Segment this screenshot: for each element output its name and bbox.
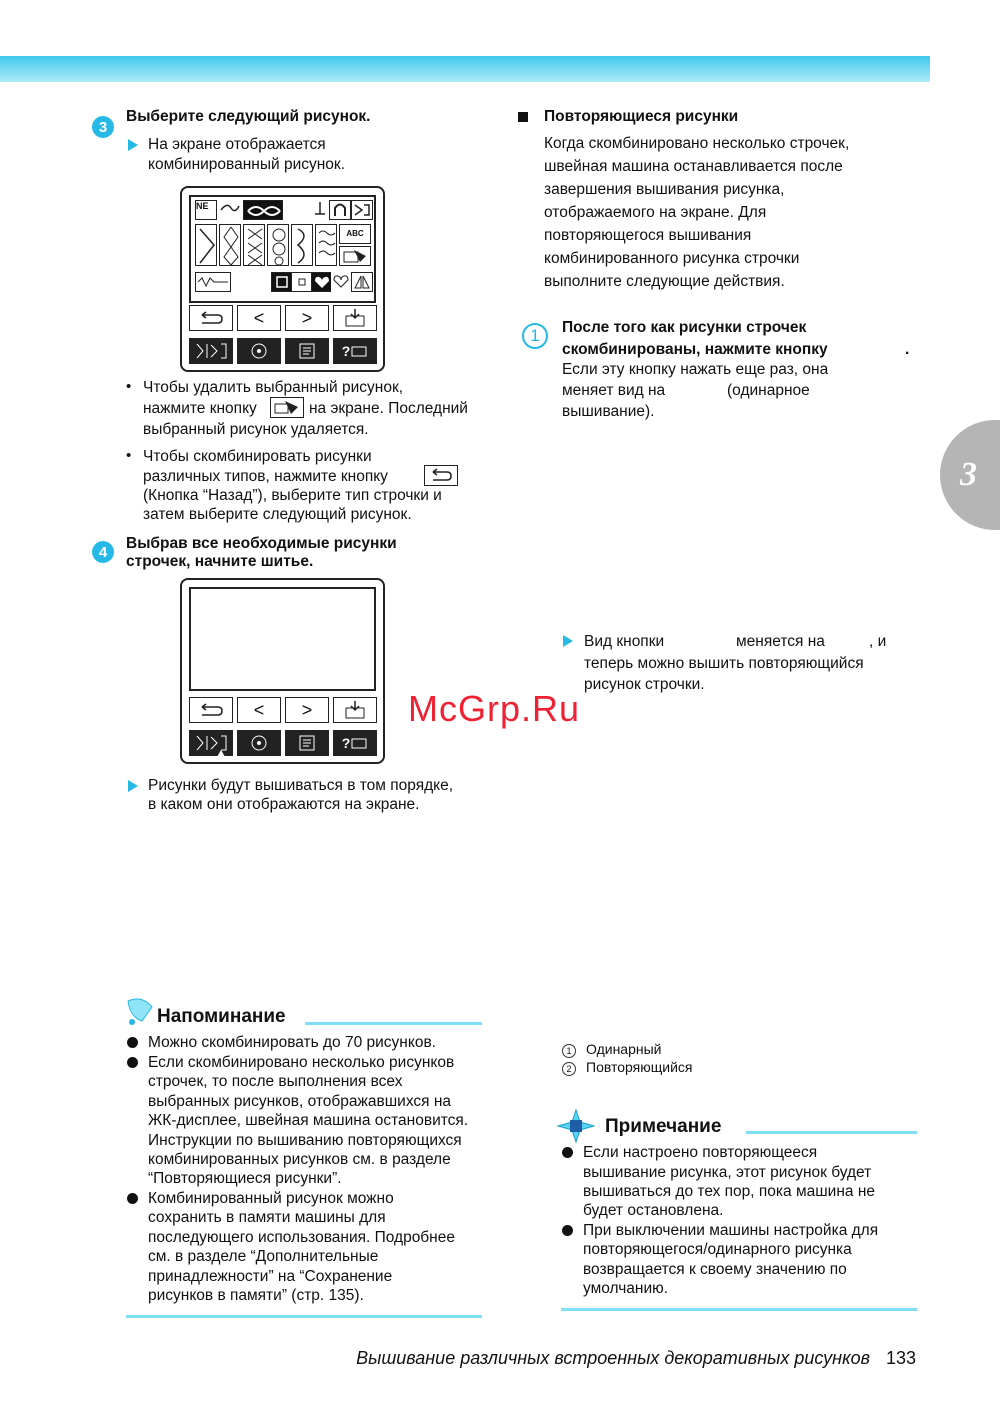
note-b1-l1: Если настроено повторяющееся bbox=[583, 1144, 818, 1161]
pattern-cell-bird[interactable] bbox=[219, 200, 241, 220]
heart-outline-icon[interactable] bbox=[331, 272, 353, 292]
delete-tip-line2a: нажмите кнопку bbox=[143, 400, 257, 417]
repeating-result-l2: теперь можно вышить повторяющийся bbox=[584, 655, 864, 672]
watermark: McGrp.Ru bbox=[408, 688, 581, 729]
result-arrow-icon bbox=[563, 635, 573, 647]
combine-tip-line4: затем выберите следующий рисунок. bbox=[143, 506, 412, 523]
bullet-dot-icon bbox=[562, 1147, 573, 1158]
note-b1-l3: вышиваться до тех пор, пока машина не bbox=[583, 1183, 876, 1200]
back-inline-icon bbox=[424, 465, 458, 486]
step-3-result-line1: На экране отображается bbox=[148, 136, 326, 153]
repeat-button[interactable] bbox=[329, 200, 351, 220]
chapter-number: 3 bbox=[960, 456, 977, 493]
note-b2-l4: умолчанию. bbox=[583, 1280, 669, 1297]
prev-button[interactable]: < bbox=[237, 697, 281, 723]
lcd-screen bbox=[189, 195, 376, 303]
repeating-step1-h-l1: После того как рисунки строчек bbox=[562, 319, 807, 336]
step-4-result-line2: в каком они отображаются на экране. bbox=[148, 796, 420, 813]
repeating-step1-b-l2a: меняет вид на bbox=[562, 382, 666, 399]
pattern-cell-zigzag[interactable] bbox=[195, 224, 217, 266]
result-arrow-icon bbox=[128, 139, 138, 151]
reminder-b2-l7: “Повторяющиеся рисунки”. bbox=[148, 1170, 342, 1187]
pattern-cell-ne[interactable]: NE bbox=[195, 200, 217, 220]
combine-tip-line3: (Кнопка “Назад”), выберите тип строчки и bbox=[143, 487, 442, 504]
repeating-heading: Повторяющиеся рисунки bbox=[544, 108, 739, 125]
repeating-step1-h-l2: скомбинированы, нажмите кнопку bbox=[562, 341, 828, 358]
bullet-dot-icon bbox=[127, 1193, 138, 1204]
needle-icon bbox=[309, 200, 331, 220]
delete-tip-line3: выбранный рисунок удаляется. bbox=[143, 421, 369, 438]
bullet-dot-icon bbox=[562, 1225, 573, 1236]
reminder-bell-icon bbox=[122, 995, 156, 1032]
lcd-panel-combined bbox=[180, 186, 385, 372]
legend-2-number: 2 bbox=[562, 1062, 576, 1076]
lcd-panel-blank bbox=[180, 578, 385, 764]
note-title: Примечание bbox=[605, 1116, 722, 1137]
note-bottom-rule bbox=[561, 1308, 917, 1311]
repeating-p-l7: выполните следующие действия. bbox=[544, 273, 785, 290]
note-b1-l2: вышивание рисунка, этот рисунок будет bbox=[583, 1164, 872, 1181]
help-icon: ? bbox=[341, 343, 351, 359]
pattern-cell-line[interactable] bbox=[195, 272, 231, 292]
reminder-b2-l4: ЖК-дисплее, швейная машина остановится. bbox=[148, 1112, 469, 1129]
legend-1-number: 1 bbox=[562, 1044, 576, 1058]
reminder-title-rule bbox=[305, 1022, 482, 1025]
step-4-result-line1: Рисунки будут вышиваться в том порядке, bbox=[148, 777, 454, 794]
note-b2-l2: повторяющегося/одинарного рисунка bbox=[583, 1241, 852, 1258]
memory-button[interactable] bbox=[333, 305, 377, 331]
reminder-b3-l6: рисунков в памяти” (стр. 135). bbox=[148, 1287, 364, 1304]
stitch-select-button[interactable] bbox=[189, 338, 233, 364]
bullet-mark-icon: • bbox=[126, 378, 132, 395]
repeating-step1-b-l3: вышивание). bbox=[562, 403, 655, 420]
repeating-p-l2: швейная машина останавливается после bbox=[544, 158, 843, 175]
step-4-heading-line1: Выбрав все необходимые рисунки bbox=[126, 535, 397, 552]
reminder-b3-l5: принадлежности” на “Сохранение bbox=[148, 1268, 393, 1285]
next-button[interactable]: > bbox=[285, 305, 329, 331]
settings-list-button[interactable] bbox=[285, 338, 329, 364]
embroidery-button[interactable] bbox=[237, 338, 281, 364]
combine-tip-line1: Чтобы скомбинировать рисунки bbox=[143, 448, 372, 465]
next-button[interactable]: > bbox=[285, 697, 329, 723]
embroidery-button[interactable] bbox=[237, 730, 281, 756]
sub-step-1-number: 1 bbox=[522, 323, 548, 349]
delete-tip-line1: Чтобы удалить выбранный рисунок, bbox=[143, 379, 404, 396]
memory-button[interactable] bbox=[333, 697, 377, 723]
note-b2-l1: При выключении машины настройка для bbox=[583, 1222, 879, 1239]
bullet-mark-icon: • bbox=[126, 447, 132, 464]
legend-single bbox=[562, 1041, 662, 1058]
page-number: 133 bbox=[886, 1348, 917, 1368]
result-arrow-icon bbox=[128, 780, 138, 792]
step-4-number: 4 bbox=[92, 541, 114, 563]
repeating-p-l1: Когда скомбинировано несколько строчек, bbox=[544, 135, 850, 152]
size-large-button[interactable] bbox=[271, 272, 293, 292]
reminder-bottom-rule bbox=[126, 1315, 482, 1318]
flip-button[interactable] bbox=[351, 272, 373, 292]
combine-tip-line2: различных типов, нажмите кнопку bbox=[143, 468, 388, 485]
help-button[interactable] bbox=[333, 338, 377, 364]
heart-pattern-button[interactable] bbox=[311, 272, 333, 292]
mirror-button[interactable] bbox=[351, 200, 373, 220]
delete-pattern-inline-icon bbox=[270, 397, 304, 418]
help-button[interactable] bbox=[333, 730, 377, 756]
repeating-p-l5: повторяющегося вышивания bbox=[544, 227, 752, 244]
bullet-dot-icon bbox=[127, 1037, 138, 1048]
repeating-result-l1c: , и bbox=[869, 633, 887, 650]
reminder-b2-l1: Если скомбинировано несколько рисунков bbox=[148, 1054, 455, 1071]
section-square-icon bbox=[518, 112, 528, 122]
size-small-button[interactable] bbox=[291, 272, 313, 292]
reminder-b3-l1: Комбинированный рисунок можно bbox=[148, 1190, 394, 1207]
pointer-icon bbox=[214, 750, 228, 762]
chapter-tab bbox=[940, 420, 1000, 530]
header-bar bbox=[0, 56, 930, 82]
legend-1-label: Одинарный bbox=[586, 1041, 662, 1057]
delete-tip-line2b: на экране. Последний bbox=[309, 400, 468, 417]
reminder-b2-l3: выбранных рисунков, отображавшихся на bbox=[148, 1093, 452, 1110]
repeating-result-l1b: меняется на bbox=[736, 633, 825, 650]
repeating-result-l1a: Вид кнопки bbox=[584, 633, 665, 650]
back-button[interactable] bbox=[189, 697, 233, 723]
help-icon: ? bbox=[341, 735, 351, 751]
repeating-step1-h-period: . bbox=[905, 341, 910, 358]
note-b2-l3: возвращается к своему значению по bbox=[583, 1261, 847, 1278]
repeating-p-l6: комбинированного рисунка строчки bbox=[544, 250, 800, 267]
note-b1-l4: будет остановлена. bbox=[583, 1202, 724, 1219]
reminder-b1: Можно скомбинировать до 70 рисунков. bbox=[148, 1034, 436, 1051]
repeating-step1-b-l1: Если эту кнопку нажать еще раз, она bbox=[562, 361, 829, 378]
reminder-b2-l5: Инструкции по вышиванию повторяющихся bbox=[148, 1132, 462, 1149]
step-3-result-line2: комбинированный рисунок. bbox=[148, 156, 346, 173]
reminder-b3-l2: сохранить в памяти машины для bbox=[148, 1209, 386, 1226]
step-3-heading: Выберите следующий рисунок. bbox=[126, 108, 371, 125]
lcd-screen-empty bbox=[189, 587, 376, 691]
repeating-p-l3: завершения вышивания рисунка, bbox=[544, 181, 785, 198]
pattern-cell-flower[interactable] bbox=[267, 224, 289, 266]
step-4-heading-line2: строчек, начните шитье. bbox=[126, 553, 314, 570]
pattern-cell-cross[interactable] bbox=[243, 224, 265, 266]
reminder-title: Напоминание bbox=[157, 1006, 286, 1027]
back-button[interactable] bbox=[189, 305, 233, 331]
reminder-b2-l6: комбинированных рисунков см. в разделе bbox=[148, 1151, 451, 1168]
reminder-b3-l4: см. в разделе “Дополнительные bbox=[148, 1248, 379, 1265]
footer-title: Вышивание различных встроенных декоративных рисунков bbox=[356, 1348, 870, 1368]
prev-button[interactable]: < bbox=[237, 305, 281, 331]
note-title-rule bbox=[746, 1131, 917, 1134]
repeating-result-l3: рисунок строчки. bbox=[584, 676, 705, 693]
step-3-number: 3 bbox=[92, 116, 114, 138]
reminder-b2-l2: строчек, то после выполнения всех bbox=[148, 1073, 403, 1090]
bullet-dot-icon bbox=[127, 1057, 138, 1068]
repeating-p-l4: отображаемого на экране. Для bbox=[544, 204, 767, 221]
delete-pattern-button[interactable] bbox=[339, 246, 371, 266]
pattern-cell-selected[interactable] bbox=[243, 200, 283, 220]
pattern-cell-leaf[interactable] bbox=[219, 224, 241, 266]
pattern-cell-wave[interactable] bbox=[315, 224, 337, 266]
settings-list-button[interactable] bbox=[285, 730, 329, 756]
legend-repeat bbox=[562, 1059, 692, 1076]
abc-button[interactable]: ABC bbox=[339, 224, 371, 244]
repeating-step1-b-l2b: (одинарное bbox=[727, 382, 810, 399]
pattern-cell-swirl[interactable] bbox=[291, 224, 313, 266]
reminder-b3-l3: последующего использования. Подробнее bbox=[148, 1229, 455, 1246]
legend-2-label: Повторяющийся bbox=[586, 1059, 693, 1075]
